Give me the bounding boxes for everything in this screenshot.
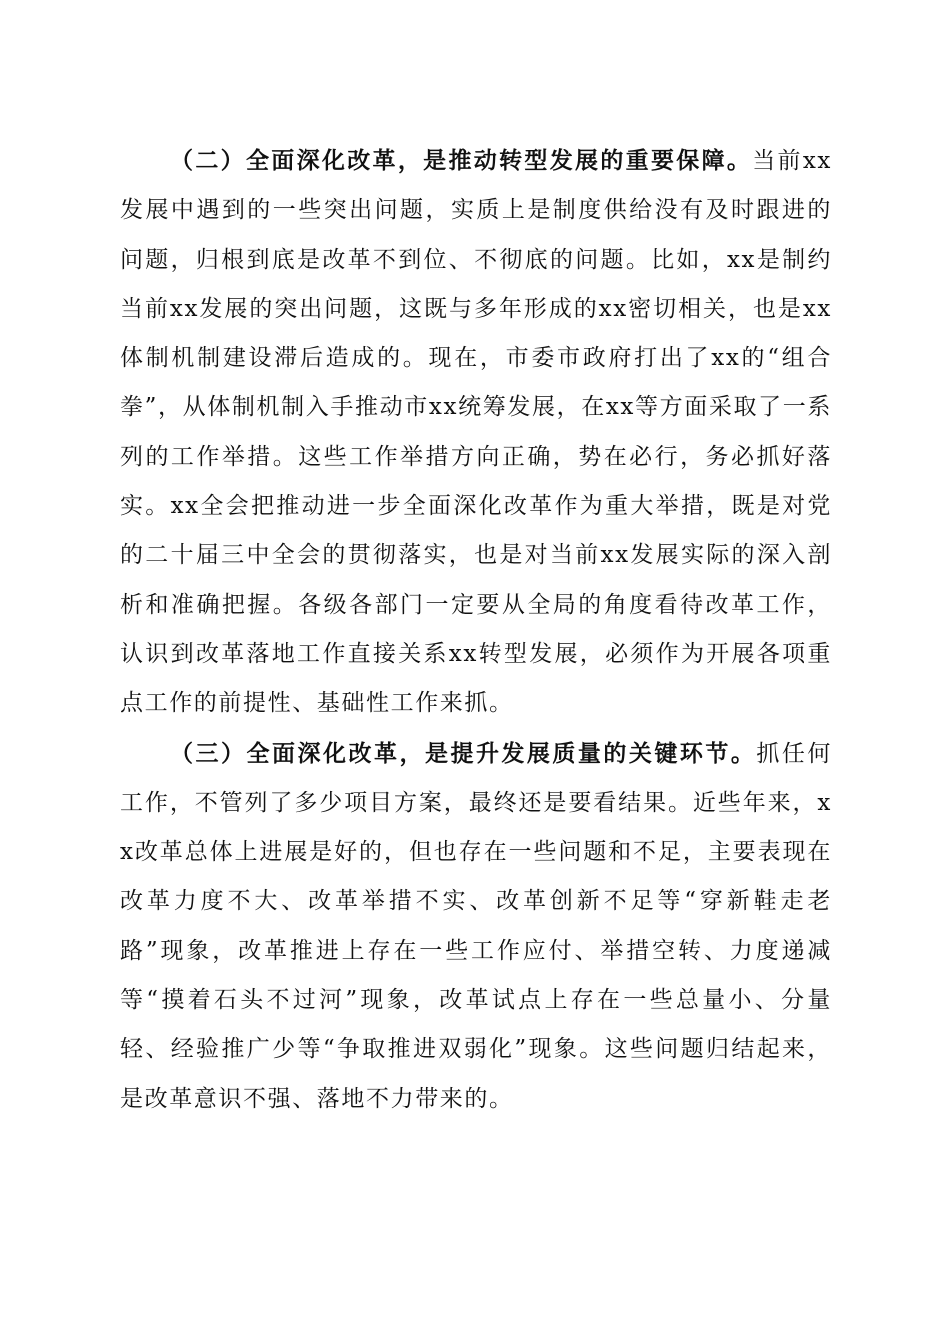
paragraph-heading: （二）全面深化改革，是推动转型发展的重要保障。 (170, 147, 753, 174)
paragraph-text: 当前xx发展中遇到的一些突出问题，实质上是制度供给没有及时跟进的问题，归根到底是改革不到位、不彻底的问题。比如，xx是制约当前xx发展的突出问题，这既与多年形成的xx密切相关，也是xx体制机制建设滞后造成的。现在，市委市政府打出了xx的“组合拳”，从体制机制入手推动市xx统筹发展，在xx等方面采取了一系列的工作举措。这些工作举措方向正确，势在必行，务必抓好落实。xx全会把推动进一步全面深化改革作为重大举措，既是对党的二十届三中全会的贯彻落实，也是对当前xx发展实际的深入剖析和准确把握。各级各部门一定要从全局的角度看待改革工作，认识到改革落地工作直接关系xx转型发展，必须作为开展各项重点工作的前提性、基础性工作来抓。 (120, 148, 832, 717)
paragraph-3 (120, 729, 832, 1124)
document-body (120, 136, 832, 1124)
paragraph-text: 抓任何工作，不管列了多少项目方案，最终还是要看结果。近些年来，xx改革总体上进展是好的，但也存在一些问题和不足，主要表现在改革力度不大、改革举措不实、改革创新不足等“穿新鞋走老路”现象，改革推进上存在一些工作应付、举措空转、力度递减等“摸着石头不过河”现象，改革试点上存在一些总量小、分量轻、经验推广少等“争取推进双弱化”现象。这些问题归结起来，是改革意识不强、落地不力带来的。 (120, 740, 832, 1112)
paragraph-heading: （三）全面深化改革，是提升发展质量的关键环节。 (170, 739, 757, 767)
paragraph-2 (120, 136, 832, 729)
